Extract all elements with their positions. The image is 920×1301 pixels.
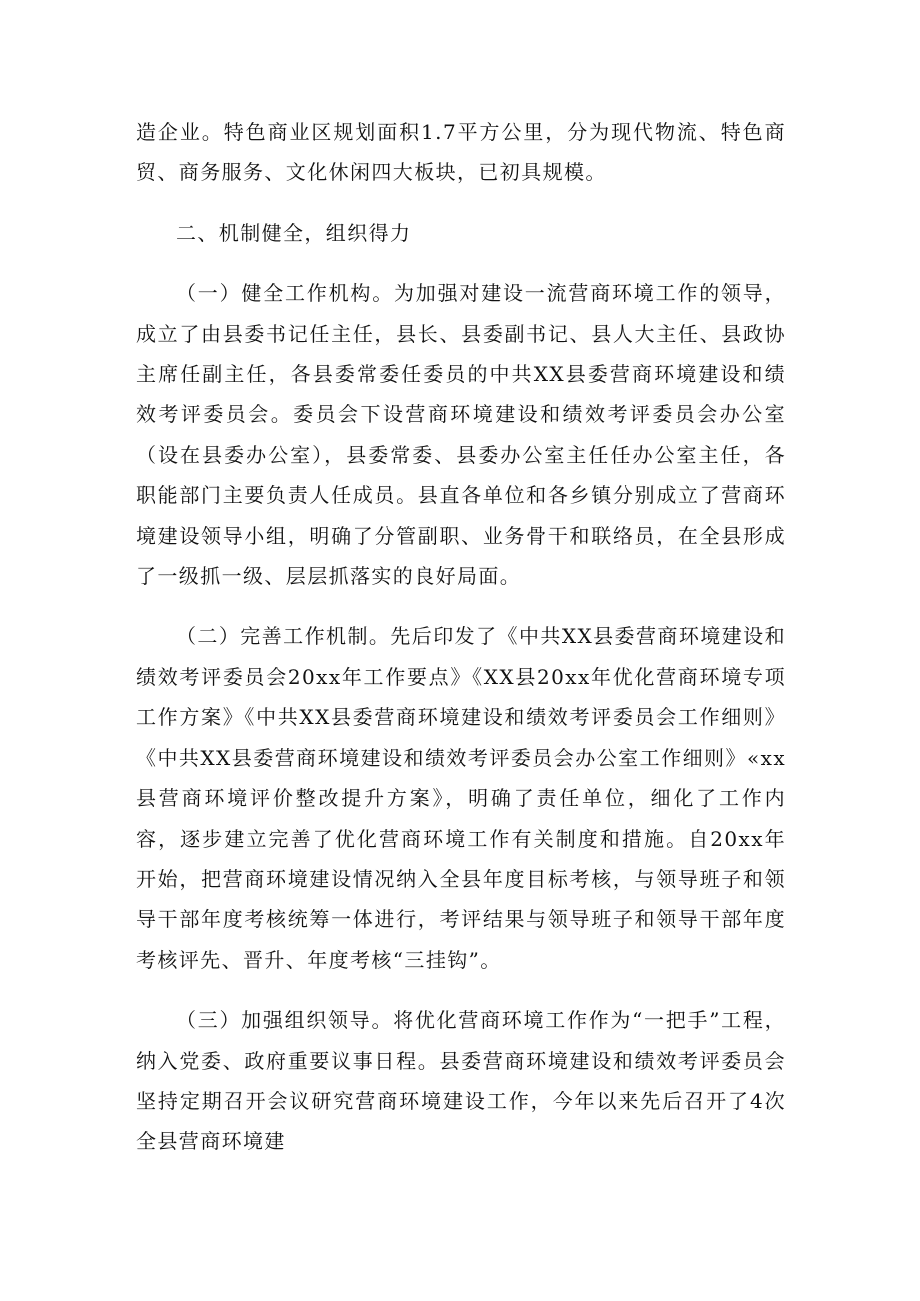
paragraph-continuation: 造企业。特色商业区规划面积1.7平方公里，分为现代物流、特色商贸、商务服务、文化休闲四大板块，已初具规模。 (136, 120, 786, 185)
paragraph-organizational-leadership: （三）加强组织领导。将优化营商环境工作作为“一把手”工程，纳入党委、政府重要议事日程。县委营商环境建设和绩效考评委员会坚持定期召开会议研究营商环境建设工作，今年以来先后召开了4次全县营商环境建 (136, 1008, 786, 1154)
section-heading: 二、机制健全，组织得力 (176, 220, 412, 245)
paragraph-work-mechanism: （二）完善工作机制。先后印发了《中共XX县委营商环境建设和绩效考评委员会20xx年工作要点》《XX县20xx年优化营商环境专项工作方案》《中共XX县委营商环境建设和绩效考评委员会工作细则》《中共XX县委营商环境建设和绩效考评委员会办公室工作细则》«xx县营商环境评价整改提升方案》，明确了责任单位，细化了工作内容，逐步建立完善了优化营商环境工作有关制度和措施。自20xx年开始，把营商环境建设情况纳入全县年度目标考核，与领导班子和领导干部年度考核统筹一体进行，考评结果与领导班子和领导干部年度考核评先、晋升、年度考核“三挂钩”。 (136, 624, 786, 972)
document-body (136, 112, 786, 1182)
paragraph-work-organization: （一）健全工作机构。为加强对建设一流营商环境工作的领导，成立了由县委书记任主任，县长、县委副书记、县人大主任、县政协主席任副主任，各县委常委任委员的中共XX县委营商环境建设和绩效考评委员会。委员会下设营商环境建设和绩效考评委员会办公室（设在县委办公室），县委常委、县委办公室主任任办公室主任，各职能部门主要负责人任成员。县直各单位和各乡镇分别成立了营商环境建设领导小组，明确了分管副职、业务骨干和联络员，在全县形成了一级抓一级、层层抓落实的良好局面。 (136, 281, 786, 589)
